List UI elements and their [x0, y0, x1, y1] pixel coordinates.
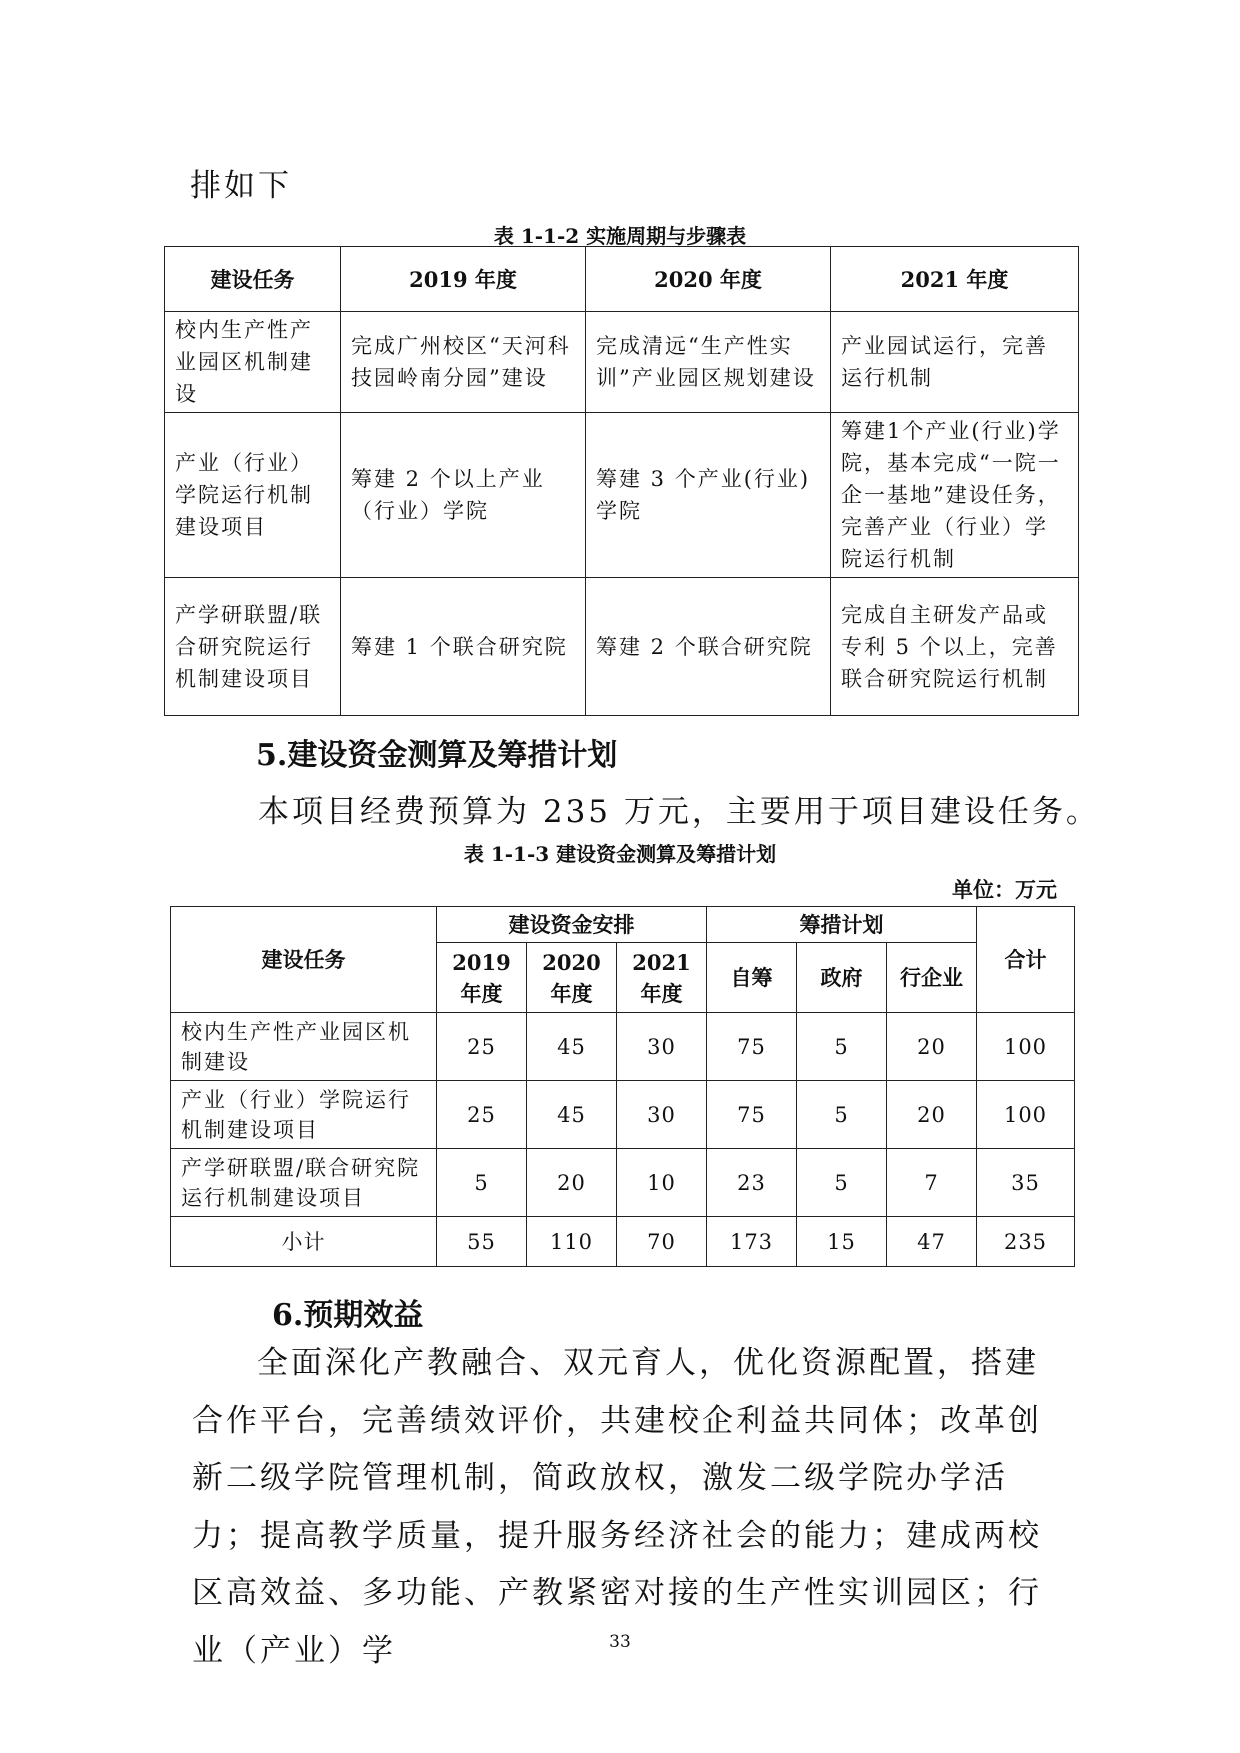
table-cell-task: 产业（行业）学院运行机制建设项目 — [171, 1081, 437, 1149]
table-cell: 70 — [617, 1217, 707, 1267]
column-header: 自筹 — [707, 943, 797, 1013]
section5-heading: 5.建设资金测算及筹措计划 — [256, 738, 618, 773]
table-cell: 筹建 3 个产业(行业)学院 — [586, 413, 831, 578]
column-header-task: 建设任务 — [171, 907, 437, 1013]
table-cell: 173 — [707, 1217, 797, 1267]
table-cell: 100 — [977, 1081, 1075, 1149]
table-cell: 20 — [527, 1149, 617, 1217]
table-cell: 筹建 1 个联合研究院 — [341, 578, 586, 716]
column-group-funding: 建设资金安排 — [437, 907, 707, 943]
table-row — [165, 413, 1079, 578]
table-row — [171, 1149, 1075, 1217]
table-cell: 75 — [707, 1081, 797, 1149]
page-number: 33 — [609, 1632, 631, 1652]
table1-caption: 表 1-1-2 实施周期与步骤表 — [493, 224, 747, 248]
table2-caption: 表 1-1-3 建设资金测算及筹措计划 — [463, 842, 777, 866]
table-cell: 55 — [437, 1217, 527, 1267]
intro-line: 排如下 — [190, 168, 292, 204]
table-cell: 45 — [527, 1081, 617, 1149]
column-header: 2019 年度 — [341, 247, 586, 312]
table-cell: 产业（行业）学院运行机制建设项目 — [165, 413, 341, 578]
table-cell: 100 — [977, 1013, 1075, 1081]
column-group-plan: 筹措计划 — [707, 907, 977, 943]
table-cell: 完成清远“生产性实训”产业园区规划建设 — [586, 312, 831, 413]
column-header: 2019 年度 — [437, 943, 527, 1013]
table-cell: 75 — [707, 1013, 797, 1081]
table-cell: 筹建 2 个联合研究院 — [586, 578, 831, 716]
column-header: 建设任务 — [165, 247, 341, 312]
section6-paragraph: 全面深化产教融合、双元育人，优化资源配置，搭建合作平台，完善绩效评价，共建校企利益共同体；改革创新二级学院管理机制，简政放权，激发二级学院办学活力；提高教学质量，提升服务经济社会的能力；建成两校区高效益、多功能、产教紧密对接的生产性实训园区；行业（产业）学 — [192, 1345, 1042, 1669]
table-header-row — [171, 907, 1075, 943]
table-cell: 25 — [437, 1013, 527, 1081]
column-header: 2021 年度 — [831, 247, 1079, 312]
table-cell: 产学研联盟/联合研究院运行机制建设项目 — [165, 578, 341, 716]
table-cell: 45 — [527, 1013, 617, 1081]
table-header-row — [165, 247, 1079, 312]
table-cell: 10 — [617, 1149, 707, 1217]
column-header-total: 合计 — [977, 907, 1075, 1013]
table-row — [165, 578, 1079, 716]
table-cell: 7 — [887, 1149, 977, 1217]
table-row — [171, 1013, 1075, 1081]
table-cell: 35 — [977, 1149, 1075, 1217]
table-cell: 20 — [887, 1013, 977, 1081]
table-cell: 110 — [527, 1217, 617, 1267]
table-row-subtotal — [171, 1217, 1075, 1267]
table-row — [165, 312, 1079, 413]
table-cell: 23 — [707, 1149, 797, 1217]
table-cell: 25 — [437, 1081, 527, 1149]
table-cell-task: 小计 — [171, 1217, 437, 1267]
table-cell: 47 — [887, 1217, 977, 1267]
table-cell: 15 — [797, 1217, 887, 1267]
column-header: 2021 年度 — [617, 943, 707, 1013]
table-cell-task: 产学研联盟/联合研究院运行机制建设项目 — [171, 1149, 437, 1217]
column-header: 政府 — [797, 943, 887, 1013]
table-row — [171, 1081, 1075, 1149]
table-cell: 30 — [617, 1013, 707, 1081]
unit-label: 单位：万元 — [952, 877, 1057, 902]
funding-table — [170, 906, 1075, 1267]
table-cell: 235 — [977, 1217, 1075, 1267]
table-cell: 完成广州校区“天河科技园岭南分园”建设 — [341, 312, 586, 413]
table-cell: 5 — [797, 1081, 887, 1149]
column-header: 2020 年度 — [586, 247, 831, 312]
table-cell: 筹建1个产业(行业)学院，基本完成“一院一企一基地”建设任务，完善产业（行业）学院运行机制 — [831, 413, 1079, 578]
table-cell: 校内生产性产业园区机制建设 — [165, 312, 341, 413]
table-cell: 20 — [887, 1081, 977, 1149]
table-cell: 5 — [437, 1149, 527, 1217]
column-header: 2020 年度 — [527, 943, 617, 1013]
table-cell: 产业园试运行，完善运行机制 — [831, 312, 1079, 413]
section6-heading: 6.预期效益 — [272, 1298, 424, 1333]
table-cell-task: 校内生产性产业园区机制建设 — [171, 1013, 437, 1081]
table-cell: 5 — [797, 1013, 887, 1081]
column-header: 行企业 — [887, 943, 977, 1013]
table-cell: 完成自主研发产品或专利 5 个以上，完善联合研究院运行机制 — [831, 578, 1079, 716]
table-cell: 30 — [617, 1081, 707, 1149]
table-cell: 5 — [797, 1149, 887, 1217]
table-cell: 筹建 2 个以上产业（行业）学院 — [341, 413, 586, 578]
schedule-table — [164, 246, 1079, 716]
section5-text: 本项目经费预算为 235 万元，主要用于项目建设任务。 — [258, 794, 1100, 830]
